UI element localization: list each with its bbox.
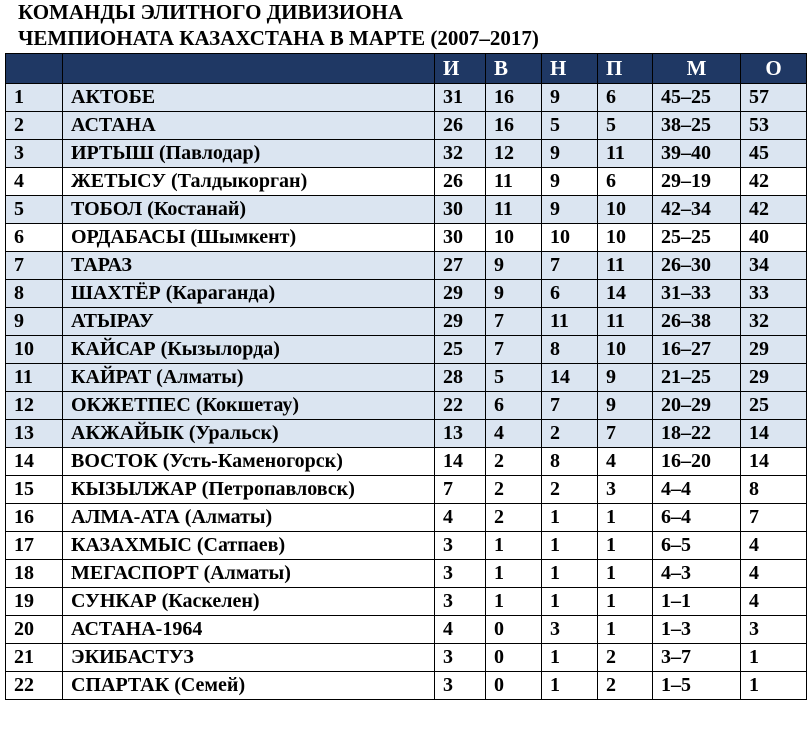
header-draws: Н — [542, 54, 598, 84]
table-row — [6, 280, 807, 308]
cell-losses: 1 — [598, 532, 653, 560]
cell-points: 57 — [741, 84, 807, 112]
cell-team: ОРДАБАСЫ (Шымкент) — [63, 224, 435, 252]
cell-draws: 2 — [542, 476, 598, 504]
cell-wins: 12 — [486, 140, 542, 168]
cell-team: ТОБОЛ (Костанай) — [63, 196, 435, 224]
cell-draws: 10 — [542, 224, 598, 252]
cell-goals: 26–38 — [653, 308, 741, 336]
cell-goals: 38–25 — [653, 112, 741, 140]
cell-losses: 1 — [598, 504, 653, 532]
cell-draws: 9 — [542, 196, 598, 224]
cell-team: КАЙСАР (Кызылорда) — [63, 336, 435, 364]
cell-losses: 11 — [598, 252, 653, 280]
cell-wins: 16 — [486, 112, 542, 140]
cell-team: ЭКИБАСТУЗ — [63, 644, 435, 672]
cell-wins: 16 — [486, 84, 542, 112]
table-row — [6, 196, 807, 224]
cell-goals: 21–25 — [653, 364, 741, 392]
table-row — [6, 672, 807, 700]
cell-rank: 4 — [6, 168, 63, 196]
cell-draws: 1 — [542, 504, 598, 532]
cell-losses: 10 — [598, 336, 653, 364]
cell-points: 8 — [741, 476, 807, 504]
cell-goals: 4–3 — [653, 560, 741, 588]
title-line-1: КОМАНДЫ ЭЛИТНОГО ДИВИЗИОНА — [18, 0, 404, 24]
cell-rank: 22 — [6, 672, 63, 700]
cell-games: 13 — [435, 420, 486, 448]
cell-wins: 0 — [486, 616, 542, 644]
cell-points: 1 — [741, 672, 807, 700]
cell-wins: 9 — [486, 280, 542, 308]
cell-team: АЛМА-АТА (Алматы) — [63, 504, 435, 532]
title-line-2: ЧЕМПИОНАТА КАЗАХСТАНА В МАРТЕ (2007–2017) — [18, 26, 539, 50]
table-row — [6, 560, 807, 588]
cell-losses: 10 — [598, 196, 653, 224]
cell-points: 42 — [741, 196, 807, 224]
header-rank — [6, 54, 63, 84]
cell-losses: 10 — [598, 224, 653, 252]
cell-points: 29 — [741, 364, 807, 392]
cell-games: 3 — [435, 588, 486, 616]
cell-goals: 16–27 — [653, 336, 741, 364]
cell-rank: 13 — [6, 420, 63, 448]
cell-rank: 1 — [6, 84, 63, 112]
cell-wins: 7 — [486, 308, 542, 336]
cell-goals: 3–7 — [653, 644, 741, 672]
cell-games: 29 — [435, 280, 486, 308]
cell-games: 22 — [435, 392, 486, 420]
cell-draws: 8 — [542, 448, 598, 476]
cell-points: 25 — [741, 392, 807, 420]
table-row — [6, 224, 807, 252]
cell-points: 45 — [741, 140, 807, 168]
cell-wins: 2 — [486, 448, 542, 476]
cell-losses: 1 — [598, 588, 653, 616]
cell-wins: 1 — [486, 588, 542, 616]
cell-goals: 6–5 — [653, 532, 741, 560]
cell-team: ОКЖЕТПЕС (Кокшетау) — [63, 392, 435, 420]
cell-draws: 9 — [542, 140, 598, 168]
cell-rank: 9 — [6, 308, 63, 336]
table-header-row — [6, 54, 807, 84]
cell-team: МЕГАСПОРТ (Алматы) — [63, 560, 435, 588]
cell-team: ЖЕТЫСУ (Талдыкорган) — [63, 168, 435, 196]
cell-goals: 18–22 — [653, 420, 741, 448]
cell-rank: 20 — [6, 616, 63, 644]
cell-goals: 29–19 — [653, 168, 741, 196]
cell-points: 34 — [741, 252, 807, 280]
cell-goals: 26–30 — [653, 252, 741, 280]
cell-games: 27 — [435, 252, 486, 280]
cell-losses: 2 — [598, 644, 653, 672]
cell-losses: 3 — [598, 476, 653, 504]
cell-wins: 11 — [486, 196, 542, 224]
cell-draws: 1 — [542, 588, 598, 616]
cell-team: СПАРТАК (Семей) — [63, 672, 435, 700]
cell-games: 3 — [435, 532, 486, 560]
cell-draws: 6 — [542, 280, 598, 308]
cell-wins: 1 — [486, 532, 542, 560]
standings-table — [5, 53, 807, 700]
cell-draws: 1 — [542, 532, 598, 560]
cell-points: 1 — [741, 644, 807, 672]
cell-goals: 39–40 — [653, 140, 741, 168]
table-row — [6, 616, 807, 644]
cell-games: 30 — [435, 196, 486, 224]
table-row — [6, 420, 807, 448]
cell-goals: 45–25 — [653, 84, 741, 112]
cell-draws: 9 — [542, 84, 598, 112]
cell-games: 28 — [435, 364, 486, 392]
cell-losses: 14 — [598, 280, 653, 308]
cell-points: 4 — [741, 588, 807, 616]
cell-draws: 1 — [542, 644, 598, 672]
cell-rank: 6 — [6, 224, 63, 252]
cell-team: СУНКАР (Каскелен) — [63, 588, 435, 616]
cell-goals: 25–25 — [653, 224, 741, 252]
cell-rank: 18 — [6, 560, 63, 588]
cell-goals: 4–4 — [653, 476, 741, 504]
cell-points: 7 — [741, 504, 807, 532]
cell-draws: 9 — [542, 168, 598, 196]
cell-goals: 1–1 — [653, 588, 741, 616]
cell-rank: 5 — [6, 196, 63, 224]
cell-wins: 0 — [486, 672, 542, 700]
table-row — [6, 448, 807, 476]
cell-goals: 1–5 — [653, 672, 741, 700]
cell-rank: 19 — [6, 588, 63, 616]
table-row — [6, 392, 807, 420]
cell-losses: 1 — [598, 616, 653, 644]
cell-rank: 10 — [6, 336, 63, 364]
cell-goals: 16–20 — [653, 448, 741, 476]
cell-team: КАЙРАТ (Алматы) — [63, 364, 435, 392]
cell-wins: 7 — [486, 336, 542, 364]
cell-rank: 3 — [6, 140, 63, 168]
cell-losses: 6 — [598, 168, 653, 196]
table-row — [6, 140, 807, 168]
table-row — [6, 168, 807, 196]
cell-draws: 3 — [542, 616, 598, 644]
cell-points: 14 — [741, 448, 807, 476]
cell-rank: 17 — [6, 532, 63, 560]
cell-games: 3 — [435, 644, 486, 672]
header-wins: В — [486, 54, 542, 84]
cell-team: ИРТЫШ (Павлодар) — [63, 140, 435, 168]
cell-wins: 10 — [486, 224, 542, 252]
cell-draws: 1 — [542, 672, 598, 700]
cell-points: 3 — [741, 616, 807, 644]
cell-draws: 8 — [542, 336, 598, 364]
table-row — [6, 84, 807, 112]
cell-games: 30 — [435, 224, 486, 252]
cell-games: 31 — [435, 84, 486, 112]
cell-team: КЫЗЫЛЖАР (Петропавловск) — [63, 476, 435, 504]
cell-team: АСТАНА-1964 — [63, 616, 435, 644]
cell-rank: 15 — [6, 476, 63, 504]
cell-draws: 2 — [542, 420, 598, 448]
cell-goals: 1–3 — [653, 616, 741, 644]
table-body — [6, 84, 807, 700]
header-goals: М — [653, 54, 741, 84]
cell-games: 7 — [435, 476, 486, 504]
cell-games: 14 — [435, 448, 486, 476]
header-points: О — [741, 54, 807, 84]
cell-rank: 21 — [6, 644, 63, 672]
header-team — [63, 54, 435, 84]
cell-team: АТЫРАУ — [63, 308, 435, 336]
cell-team: КАЗАХМЫС (Сатпаев) — [63, 532, 435, 560]
cell-losses: 9 — [598, 364, 653, 392]
cell-points: 53 — [741, 112, 807, 140]
table-row — [6, 588, 807, 616]
cell-team: ТАРАЗ — [63, 252, 435, 280]
cell-losses: 1 — [598, 560, 653, 588]
table-row — [6, 112, 807, 140]
cell-draws: 14 — [542, 364, 598, 392]
cell-losses: 2 — [598, 672, 653, 700]
cell-wins: 4 — [486, 420, 542, 448]
cell-draws: 5 — [542, 112, 598, 140]
cell-games: 3 — [435, 672, 486, 700]
cell-rank: 8 — [6, 280, 63, 308]
cell-goals: 6–4 — [653, 504, 741, 532]
cell-rank: 7 — [6, 252, 63, 280]
cell-wins: 2 — [486, 504, 542, 532]
table-row — [6, 476, 807, 504]
cell-losses: 4 — [598, 448, 653, 476]
cell-losses: 9 — [598, 392, 653, 420]
cell-draws: 1 — [542, 560, 598, 588]
cell-points: 4 — [741, 560, 807, 588]
cell-rank: 11 — [6, 364, 63, 392]
cell-losses: 11 — [598, 140, 653, 168]
cell-games: 32 — [435, 140, 486, 168]
cell-games: 3 — [435, 560, 486, 588]
cell-rank: 16 — [6, 504, 63, 532]
cell-wins: 2 — [486, 476, 542, 504]
cell-points: 40 — [741, 224, 807, 252]
cell-goals: 20–29 — [653, 392, 741, 420]
table-row — [6, 504, 807, 532]
cell-goals: 31–33 — [653, 280, 741, 308]
cell-points: 29 — [741, 336, 807, 364]
table-row — [6, 308, 807, 336]
cell-games: 29 — [435, 308, 486, 336]
cell-losses: 6 — [598, 84, 653, 112]
cell-team: АСТАНА — [63, 112, 435, 140]
cell-rank: 12 — [6, 392, 63, 420]
table-row — [6, 336, 807, 364]
table-row — [6, 532, 807, 560]
cell-games: 26 — [435, 112, 486, 140]
cell-wins: 0 — [486, 644, 542, 672]
cell-draws: 11 — [542, 308, 598, 336]
cell-losses: 7 — [598, 420, 653, 448]
header-games: И — [435, 54, 486, 84]
cell-wins: 11 — [486, 168, 542, 196]
cell-wins: 9 — [486, 252, 542, 280]
cell-draws: 7 — [542, 392, 598, 420]
cell-games: 26 — [435, 168, 486, 196]
table-row — [6, 252, 807, 280]
cell-points: 33 — [741, 280, 807, 308]
table-row — [6, 364, 807, 392]
cell-wins: 5 — [486, 364, 542, 392]
cell-points: 14 — [741, 420, 807, 448]
cell-team: АКЖАЙЫК (Уральск) — [63, 420, 435, 448]
table-row — [6, 644, 807, 672]
cell-points: 32 — [741, 308, 807, 336]
cell-team: ВОСТОК (Усть-Каменогорск) — [63, 448, 435, 476]
header-losses: П — [598, 54, 653, 84]
cell-draws: 7 — [542, 252, 598, 280]
cell-goals: 42–34 — [653, 196, 741, 224]
cell-wins: 1 — [486, 560, 542, 588]
cell-games: 4 — [435, 504, 486, 532]
cell-points: 4 — [741, 532, 807, 560]
cell-wins: 6 — [486, 392, 542, 420]
cell-points: 42 — [741, 168, 807, 196]
cell-losses: 5 — [598, 112, 653, 140]
cell-team: АКТОБЕ — [63, 84, 435, 112]
cell-losses: 11 — [598, 308, 653, 336]
cell-rank: 14 — [6, 448, 63, 476]
cell-rank: 2 — [6, 112, 63, 140]
cell-games: 25 — [435, 336, 486, 364]
cell-games: 4 — [435, 616, 486, 644]
cell-team: ШАХТЁР (Караганда) — [63, 280, 435, 308]
